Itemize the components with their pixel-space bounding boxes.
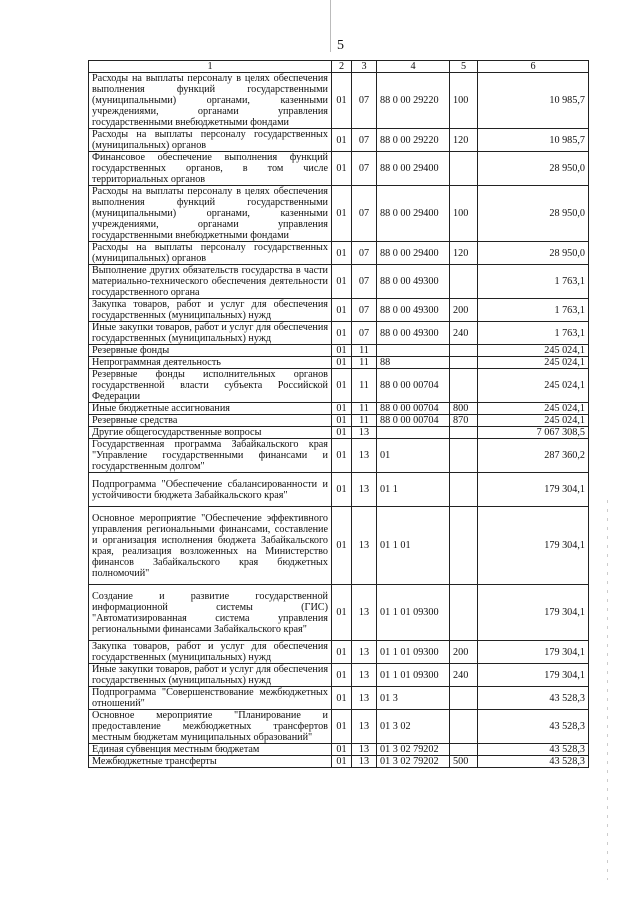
section-code-cell: 01 (332, 427, 352, 439)
item-name-cell: Расходы на выплаты персоналу государственных (муниципальных) органов (89, 242, 332, 265)
target-article-cell: 88 (377, 357, 450, 369)
amount-cell: 28 950,0 (478, 242, 589, 265)
page-number: 5 (337, 38, 344, 53)
amount-cell: 43 528,3 (478, 756, 589, 768)
target-article-cell (377, 427, 450, 439)
section-code-cell: 01 (332, 186, 352, 242)
table-row (89, 322, 589, 345)
expense-type-cell (450, 369, 478, 403)
section-code-cell: 01 (332, 73, 352, 129)
table-row (89, 473, 589, 507)
header-cell: 6 (478, 61, 589, 73)
table-row (89, 242, 589, 265)
subsection-code-cell: 13 (352, 507, 377, 585)
item-name-cell: Иные закупки товаров, работ и услуг для обеспечения государственных (муниципальных) нужд (89, 664, 332, 687)
target-article-cell: 88 0 00 00704 (377, 403, 450, 415)
amount-cell: 245 024,1 (478, 345, 589, 357)
section-code-cell: 01 (332, 664, 352, 687)
section-code-cell: 01 (332, 322, 352, 345)
amount-cell: 7 067 308,5 (478, 427, 589, 439)
section-code-cell: 01 (332, 585, 352, 641)
table-row (89, 152, 589, 186)
table-row (89, 265, 589, 299)
item-name-cell: Создание и развитие государственной информационной системы (ГИС) "Автоматизированная система управления региональными финансами Забайкальского края" (89, 585, 332, 641)
section-code-cell: 01 (332, 507, 352, 585)
expense-type-cell (450, 585, 478, 641)
table-row (89, 687, 589, 710)
item-name-cell: Финансовое обеспечение выполнения функций государственных органов, в том числе территориальных органов (89, 152, 332, 186)
table-row (89, 756, 589, 768)
target-article-cell (377, 345, 450, 357)
section-code-cell: 01 (332, 710, 352, 744)
item-name-cell: Основное мероприятие "Планирование и предоставление межбюджетных трансфертов местным бюджетам муниципальных образований" (89, 710, 332, 744)
header-cell: 2 (332, 61, 352, 73)
expense-type-cell (450, 473, 478, 507)
table-row (89, 664, 589, 687)
subsection-code-cell: 13 (352, 641, 377, 664)
amount-cell: 1 763,1 (478, 299, 589, 322)
table-header-row (89, 61, 589, 73)
table-row (89, 439, 589, 473)
subsection-code-cell: 11 (352, 345, 377, 357)
amount-cell: 179 304,1 (478, 473, 589, 507)
expense-type-cell: 500 (450, 756, 478, 768)
target-article-cell: 88 0 00 29400 (377, 186, 450, 242)
expense-type-cell (450, 507, 478, 585)
subsection-code-cell: 07 (352, 152, 377, 186)
subsection-code-cell: 07 (352, 186, 377, 242)
expense-type-cell (450, 744, 478, 756)
section-code-cell: 01 (332, 369, 352, 403)
subsection-code-cell: 13 (352, 664, 377, 687)
table-row (89, 415, 589, 427)
target-article-cell: 88 0 00 00704 (377, 415, 450, 427)
item-name-cell: Иные бюджетные ассигнования (89, 403, 332, 415)
table-row (89, 73, 589, 129)
amount-cell: 28 950,0 (478, 152, 589, 186)
target-article-cell: 01 3 (377, 687, 450, 710)
item-name-cell: Подпрограмма "Обеспечение сбалансированности и устойчивости бюджета Забайкальского края" (89, 473, 332, 507)
target-article-cell: 01 1 01 09300 (377, 641, 450, 664)
section-code-cell: 01 (332, 744, 352, 756)
target-article-cell: 88 0 00 29400 (377, 152, 450, 186)
subsection-code-cell: 13 (352, 756, 377, 768)
amount-cell: 28 950,0 (478, 186, 589, 242)
amount-cell: 1 763,1 (478, 265, 589, 299)
budget-table-body (89, 73, 589, 768)
expense-type-cell: 240 (450, 664, 478, 687)
section-code-cell: 01 (332, 357, 352, 369)
section-code-cell: 01 (332, 265, 352, 299)
target-article-cell: 88 0 00 49300 (377, 322, 450, 345)
budget-table (88, 60, 589, 768)
table-row (89, 585, 589, 641)
header-cell: 1 (89, 61, 332, 73)
item-name-cell: Единая субвенция местным бюджетам (89, 744, 332, 756)
amount-cell: 10 985,7 (478, 129, 589, 152)
amount-cell: 10 985,7 (478, 73, 589, 129)
section-code-cell: 01 (332, 641, 352, 664)
section-code-cell: 01 (332, 152, 352, 186)
target-article-cell: 88 0 00 29220 (377, 129, 450, 152)
subsection-code-cell: 07 (352, 299, 377, 322)
item-name-cell: Резервные фонды исполнительных органов государственной власти субъекта Российской Федерации (89, 369, 332, 403)
scan-edge-marks (607, 500, 608, 880)
expense-type-cell (450, 345, 478, 357)
expense-type-cell (450, 710, 478, 744)
amount-cell: 287 360,2 (478, 439, 589, 473)
section-code-cell: 01 (332, 129, 352, 152)
amount-cell: 43 528,3 (478, 687, 589, 710)
item-name-cell: Расходы на выплаты персоналу в целях обеспечения выполнения функций государственными (муниципальными) органами, казенными учреждениями, органами управления государственными внебюджетными фондами (89, 73, 332, 129)
subsection-code-cell: 13 (352, 687, 377, 710)
amount-cell: 245 024,1 (478, 357, 589, 369)
target-article-cell: 88 0 00 49300 (377, 265, 450, 299)
expense-type-cell (450, 152, 478, 186)
expense-type-cell (450, 357, 478, 369)
table-row (89, 299, 589, 322)
section-code-cell: 01 (332, 242, 352, 265)
subsection-code-cell: 11 (352, 403, 377, 415)
item-name-cell: Другие общегосударственные вопросы (89, 427, 332, 439)
subsection-code-cell: 11 (352, 369, 377, 403)
expense-type-cell (450, 265, 478, 299)
table-row (89, 129, 589, 152)
amount-cell: 179 304,1 (478, 641, 589, 664)
expense-type-cell: 200 (450, 641, 478, 664)
expense-type-cell: 120 (450, 129, 478, 152)
expense-type-cell: 240 (450, 322, 478, 345)
header-cell: 3 (352, 61, 377, 73)
target-article-cell: 88 0 00 49300 (377, 299, 450, 322)
table-row (89, 357, 589, 369)
scan-fold-line (330, 0, 331, 52)
amount-cell: 245 024,1 (478, 403, 589, 415)
section-code-cell: 01 (332, 299, 352, 322)
section-code-cell: 01 (332, 415, 352, 427)
section-code-cell: 01 (332, 439, 352, 473)
target-article-cell: 88 0 00 29400 (377, 242, 450, 265)
target-article-cell: 01 1 (377, 473, 450, 507)
expense-type-cell: 100 (450, 186, 478, 242)
item-name-cell: Закупка товаров, работ и услуг для обеспечения государственных (муниципальных) нужд (89, 299, 332, 322)
table-row (89, 369, 589, 403)
amount-cell: 179 304,1 (478, 507, 589, 585)
subsection-code-cell: 11 (352, 357, 377, 369)
table-row (89, 427, 589, 439)
section-code-cell: 01 (332, 473, 352, 507)
subsection-code-cell: 07 (352, 242, 377, 265)
amount-cell: 179 304,1 (478, 664, 589, 687)
subsection-code-cell: 13 (352, 585, 377, 641)
subsection-code-cell: 13 (352, 427, 377, 439)
table-row (89, 186, 589, 242)
subsection-code-cell: 07 (352, 322, 377, 345)
section-code-cell: 01 (332, 687, 352, 710)
item-name-cell: Резервные фонды (89, 345, 332, 357)
expense-type-cell: 200 (450, 299, 478, 322)
table-row (89, 403, 589, 415)
item-name-cell: Основное мероприятие "Обеспечение эффективного управления региональными финансами, составление и организация исполнения бюджета Забайкальского края, реализация возложенных на Министерство финансов Забайкальского края бюджетных полномочий" (89, 507, 332, 585)
target-article-cell: 01 (377, 439, 450, 473)
table-row (89, 710, 589, 744)
target-article-cell: 88 0 00 29220 (377, 73, 450, 129)
subsection-code-cell: 07 (352, 265, 377, 299)
target-article-cell: 01 1 01 (377, 507, 450, 585)
expense-type-cell (450, 687, 478, 710)
amount-cell: 179 304,1 (478, 585, 589, 641)
expense-type-cell (450, 427, 478, 439)
table-row (89, 507, 589, 585)
header-cell: 4 (377, 61, 450, 73)
amount-cell: 43 528,3 (478, 710, 589, 744)
expense-type-cell: 800 (450, 403, 478, 415)
amount-cell: 43 528,3 (478, 744, 589, 756)
section-code-cell: 01 (332, 345, 352, 357)
item-name-cell: Расходы на выплаты персоналу в целях обеспечения выполнения функций государственными (муниципальными) органами, казенными учреждениями, органами управления государственными внебюджетными фондами (89, 186, 332, 242)
subsection-code-cell: 11 (352, 415, 377, 427)
table-row (89, 641, 589, 664)
amount-cell: 245 024,1 (478, 415, 589, 427)
section-code-cell: 01 (332, 403, 352, 415)
subsection-code-cell: 13 (352, 744, 377, 756)
item-name-cell: Подпрограмма "Совершенствование межбюджетных отношений" (89, 687, 332, 710)
target-article-cell: 01 3 02 79202 (377, 756, 450, 768)
item-name-cell: Закупка товаров, работ и услуг для обеспечения государственных (муниципальных) нужд (89, 641, 332, 664)
section-code-cell: 01 (332, 756, 352, 768)
target-article-cell: 01 3 02 79202 (377, 744, 450, 756)
subsection-code-cell: 13 (352, 710, 377, 744)
subsection-code-cell: 07 (352, 129, 377, 152)
expense-type-cell: 870 (450, 415, 478, 427)
target-article-cell: 88 0 00 00704 (377, 369, 450, 403)
target-article-cell: 01 3 02 (377, 710, 450, 744)
expense-type-cell: 120 (450, 242, 478, 265)
subsection-code-cell: 13 (352, 473, 377, 507)
item-name-cell: Непрограммная деятельность (89, 357, 332, 369)
item-name-cell: Расходы на выплаты персоналу государственных (муниципальных) органов (89, 129, 332, 152)
expense-type-cell: 100 (450, 73, 478, 129)
target-article-cell: 01 1 01 09300 (377, 585, 450, 641)
item-name-cell: Выполнение других обязательств государства в части материально-технического обеспечения деятельности государственного органа (89, 265, 332, 299)
expense-type-cell (450, 439, 478, 473)
amount-cell: 1 763,1 (478, 322, 589, 345)
target-article-cell: 01 1 01 09300 (377, 664, 450, 687)
amount-cell: 245 024,1 (478, 369, 589, 403)
header-cell: 5 (450, 61, 478, 73)
item-name-cell: Иные закупки товаров, работ и услуг для обеспечения государственных (муниципальных) нужд (89, 322, 332, 345)
item-name-cell: Межбюджетные трансферты (89, 756, 332, 768)
table-row (89, 345, 589, 357)
table-row (89, 744, 589, 756)
subsection-code-cell: 07 (352, 73, 377, 129)
item-name-cell: Резервные средства (89, 415, 332, 427)
subsection-code-cell: 13 (352, 439, 377, 473)
item-name-cell: Государственная программа Забайкальского края "Управление государственными финансами и государственным долгом" (89, 439, 332, 473)
